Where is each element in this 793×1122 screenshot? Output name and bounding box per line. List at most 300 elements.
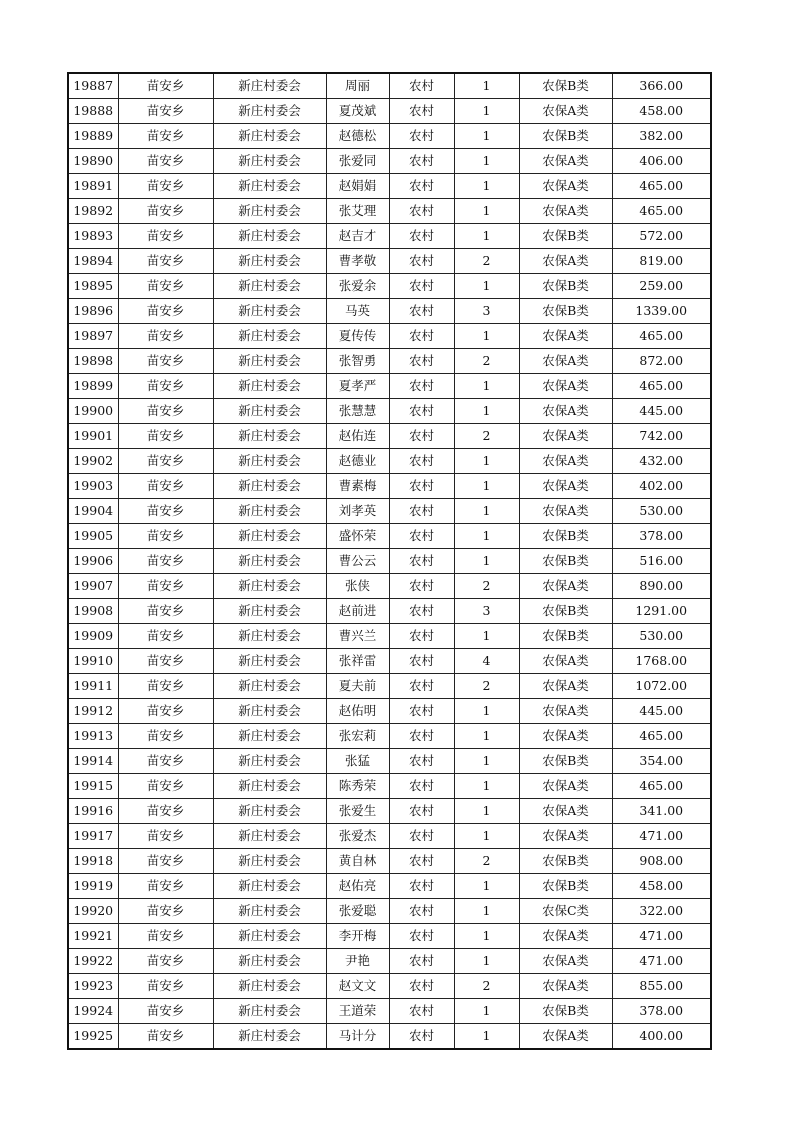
amount-cell: 354.00 <box>612 749 711 774</box>
name-cell: 李开梅 <box>326 924 389 949</box>
name-cell: 赵前进 <box>326 599 389 624</box>
township-cell: 苗安乡 <box>118 124 213 149</box>
township-cell: 苗安乡 <box>118 274 213 299</box>
row-number-cell: 19888 <box>68 99 118 124</box>
village-committee-cell: 新庄村委会 <box>213 699 326 724</box>
household-count-cell: 2 <box>454 849 519 874</box>
amount-cell: 890.00 <box>612 574 711 599</box>
household-count-cell: 1 <box>454 824 519 849</box>
area-type-cell: 农村 <box>389 424 454 449</box>
amount-cell: 382.00 <box>612 124 711 149</box>
table-row <box>68 499 711 524</box>
township-cell: 苗安乡 <box>118 349 213 374</box>
table-row <box>68 999 711 1024</box>
table-row <box>68 299 711 324</box>
township-cell: 苗安乡 <box>118 399 213 424</box>
name-cell: 夏传传 <box>326 324 389 349</box>
insurance-category-cell: 农保A类 <box>519 324 612 349</box>
amount-cell: 1291.00 <box>612 599 711 624</box>
table-row <box>68 624 711 649</box>
row-number-cell: 19902 <box>68 449 118 474</box>
village-committee-cell: 新庄村委会 <box>213 974 326 999</box>
village-committee-cell: 新庄村委会 <box>213 824 326 849</box>
name-cell: 张爱聪 <box>326 899 389 924</box>
amount-cell: 872.00 <box>612 349 711 374</box>
row-number-cell: 19915 <box>68 774 118 799</box>
amount-cell: 322.00 <box>612 899 711 924</box>
household-count-cell: 2 <box>454 674 519 699</box>
name-cell: 张爱余 <box>326 274 389 299</box>
amount-cell: 471.00 <box>612 924 711 949</box>
row-number-cell: 19921 <box>68 924 118 949</box>
amount-cell: 445.00 <box>612 399 711 424</box>
row-number-cell: 19907 <box>68 574 118 599</box>
amount-cell: 742.00 <box>612 424 711 449</box>
household-count-cell: 1 <box>454 274 519 299</box>
name-cell: 黄自林 <box>326 849 389 874</box>
name-cell: 张智勇 <box>326 349 389 374</box>
name-cell: 张猛 <box>326 749 389 774</box>
village-committee-cell: 新庄村委会 <box>213 149 326 174</box>
table-row <box>68 73 711 99</box>
row-number-cell: 19903 <box>68 474 118 499</box>
area-type-cell: 农村 <box>389 199 454 224</box>
row-number-cell: 19916 <box>68 799 118 824</box>
row-number-cell: 19887 <box>68 73 118 99</box>
township-cell: 苗安乡 <box>118 299 213 324</box>
township-cell: 苗安乡 <box>118 474 213 499</box>
area-type-cell: 农村 <box>389 974 454 999</box>
area-type-cell: 农村 <box>389 699 454 724</box>
village-committee-cell: 新庄村委会 <box>213 674 326 699</box>
insurance-category-cell: 农保B类 <box>519 599 612 624</box>
household-count-cell: 1 <box>454 524 519 549</box>
area-type-cell: 农村 <box>389 624 454 649</box>
table-row <box>68 924 711 949</box>
row-number-cell: 19912 <box>68 699 118 724</box>
village-committee-cell: 新庄村委会 <box>213 224 326 249</box>
row-number-cell: 19899 <box>68 374 118 399</box>
row-number-cell: 19889 <box>68 124 118 149</box>
village-committee-cell: 新庄村委会 <box>213 199 326 224</box>
row-number-cell: 19925 <box>68 1024 118 1050</box>
table-row <box>68 399 711 424</box>
table-row <box>68 99 711 124</box>
area-type-cell: 农村 <box>389 724 454 749</box>
township-cell: 苗安乡 <box>118 649 213 674</box>
amount-cell: 445.00 <box>612 699 711 724</box>
area-type-cell: 农村 <box>389 274 454 299</box>
table-row <box>68 974 711 999</box>
township-cell: 苗安乡 <box>118 724 213 749</box>
row-number-cell: 19897 <box>68 324 118 349</box>
insurance-category-cell: 农保B类 <box>519 624 612 649</box>
township-cell: 苗安乡 <box>118 949 213 974</box>
row-number-cell: 19900 <box>68 399 118 424</box>
amount-cell: 406.00 <box>612 149 711 174</box>
insurance-category-cell: 农保A类 <box>519 949 612 974</box>
table-row <box>68 449 711 474</box>
row-number-cell: 19919 <box>68 874 118 899</box>
row-number-cell: 19917 <box>68 824 118 849</box>
insurance-category-cell: 农保A类 <box>519 399 612 424</box>
insurance-category-cell: 农保A类 <box>519 149 612 174</box>
area-type-cell: 农村 <box>389 999 454 1024</box>
township-cell: 苗安乡 <box>118 524 213 549</box>
table-row <box>68 424 711 449</box>
township-cell: 苗安乡 <box>118 974 213 999</box>
amount-cell: 465.00 <box>612 199 711 224</box>
insurance-category-cell: 农保A类 <box>519 649 612 674</box>
name-cell: 刘孝英 <box>326 499 389 524</box>
name-cell: 张祥雷 <box>326 649 389 674</box>
row-number-cell: 19894 <box>68 249 118 274</box>
row-number-cell: 19891 <box>68 174 118 199</box>
household-count-cell: 1 <box>454 324 519 349</box>
row-number-cell: 19911 <box>68 674 118 699</box>
table-row <box>68 324 711 349</box>
row-number-cell: 19906 <box>68 549 118 574</box>
household-count-cell: 1 <box>454 899 519 924</box>
area-type-cell: 农村 <box>389 924 454 949</box>
township-cell: 苗安乡 <box>118 499 213 524</box>
table-row <box>68 849 711 874</box>
household-count-cell: 1 <box>454 799 519 824</box>
area-type-cell: 农村 <box>389 324 454 349</box>
household-count-cell: 1 <box>454 749 519 774</box>
household-count-cell: 1 <box>454 549 519 574</box>
township-cell: 苗安乡 <box>118 749 213 774</box>
table-row <box>68 674 711 699</box>
insurance-category-cell: 农保A类 <box>519 249 612 274</box>
records-table <box>67 72 712 1050</box>
name-cell: 曹兴兰 <box>326 624 389 649</box>
household-count-cell: 1 <box>454 999 519 1024</box>
row-number-cell: 19898 <box>68 349 118 374</box>
table-row <box>68 174 711 199</box>
village-committee-cell: 新庄村委会 <box>213 73 326 99</box>
name-cell: 王道荣 <box>326 999 389 1024</box>
amount-cell: 378.00 <box>612 524 711 549</box>
row-number-cell: 19923 <box>68 974 118 999</box>
table-row <box>68 199 711 224</box>
household-count-cell: 1 <box>454 399 519 424</box>
area-type-cell: 农村 <box>389 174 454 199</box>
township-cell: 苗安乡 <box>118 249 213 274</box>
village-committee-cell: 新庄村委会 <box>213 124 326 149</box>
village-committee-cell: 新庄村委会 <box>213 174 326 199</box>
amount-cell: 402.00 <box>612 474 711 499</box>
name-cell: 赵佑连 <box>326 424 389 449</box>
name-cell: 曹素梅 <box>326 474 389 499</box>
insurance-category-cell: 农保A类 <box>519 199 612 224</box>
area-type-cell: 农村 <box>389 474 454 499</box>
insurance-category-cell: 农保A类 <box>519 374 612 399</box>
amount-cell: 465.00 <box>612 174 711 199</box>
row-number-cell: 19918 <box>68 849 118 874</box>
area-type-cell: 农村 <box>389 399 454 424</box>
table-row <box>68 799 711 824</box>
row-number-cell: 19909 <box>68 624 118 649</box>
village-committee-cell: 新庄村委会 <box>213 349 326 374</box>
village-committee-cell: 新庄村委会 <box>213 99 326 124</box>
township-cell: 苗安乡 <box>118 849 213 874</box>
village-committee-cell: 新庄村委会 <box>213 999 326 1024</box>
row-number-cell: 19922 <box>68 949 118 974</box>
township-cell: 苗安乡 <box>118 799 213 824</box>
name-cell: 张侠 <box>326 574 389 599</box>
household-count-cell: 2 <box>454 349 519 374</box>
insurance-category-cell: 农保C类 <box>519 899 612 924</box>
insurance-category-cell: 农保A类 <box>519 174 612 199</box>
township-cell: 苗安乡 <box>118 624 213 649</box>
name-cell: 张宏莉 <box>326 724 389 749</box>
table-row <box>68 699 711 724</box>
household-count-cell: 1 <box>454 699 519 724</box>
insurance-category-cell: 农保A类 <box>519 974 612 999</box>
table-row <box>68 124 711 149</box>
amount-cell: 465.00 <box>612 374 711 399</box>
township-cell: 苗安乡 <box>118 599 213 624</box>
amount-cell: 465.00 <box>612 324 711 349</box>
amount-cell: 366.00 <box>612 73 711 99</box>
table-row <box>68 349 711 374</box>
name-cell: 曹公云 <box>326 549 389 574</box>
amount-cell: 572.00 <box>612 224 711 249</box>
household-count-cell: 1 <box>454 224 519 249</box>
township-cell: 苗安乡 <box>118 224 213 249</box>
table-row <box>68 374 711 399</box>
township-cell: 苗安乡 <box>118 874 213 899</box>
row-number-cell: 19892 <box>68 199 118 224</box>
township-cell: 苗安乡 <box>118 424 213 449</box>
table-row <box>68 149 711 174</box>
household-count-cell: 1 <box>454 949 519 974</box>
area-type-cell: 农村 <box>389 599 454 624</box>
table-row <box>68 474 711 499</box>
insurance-category-cell: 农保B类 <box>519 524 612 549</box>
township-cell: 苗安乡 <box>118 924 213 949</box>
area-type-cell: 农村 <box>389 574 454 599</box>
township-cell: 苗安乡 <box>118 324 213 349</box>
row-number-cell: 19895 <box>68 274 118 299</box>
name-cell: 赵文文 <box>326 974 389 999</box>
township-cell: 苗安乡 <box>118 999 213 1024</box>
village-committee-cell: 新庄村委会 <box>213 749 326 774</box>
insurance-category-cell: 农保A类 <box>519 699 612 724</box>
village-committee-cell: 新庄村委会 <box>213 549 326 574</box>
name-cell: 曹孝敬 <box>326 249 389 274</box>
household-count-cell: 2 <box>454 424 519 449</box>
insurance-category-cell: 农保B类 <box>519 849 612 874</box>
township-cell: 苗安乡 <box>118 449 213 474</box>
village-committee-cell: 新庄村委会 <box>213 449 326 474</box>
area-type-cell: 农村 <box>389 674 454 699</box>
household-count-cell: 3 <box>454 299 519 324</box>
name-cell: 赵佑明 <box>326 699 389 724</box>
township-cell: 苗安乡 <box>118 1024 213 1050</box>
insurance-category-cell: 农保B类 <box>519 549 612 574</box>
amount-cell: 378.00 <box>612 999 711 1024</box>
village-committee-cell: 新庄村委会 <box>213 374 326 399</box>
insurance-category-cell: 农保A类 <box>519 574 612 599</box>
household-count-cell: 2 <box>454 974 519 999</box>
household-count-cell: 1 <box>454 774 519 799</box>
household-count-cell: 1 <box>454 149 519 174</box>
amount-cell: 1072.00 <box>612 674 711 699</box>
table-row <box>68 549 711 574</box>
row-number-cell: 19914 <box>68 749 118 774</box>
name-cell: 赵娟娟 <box>326 174 389 199</box>
amount-cell: 530.00 <box>612 499 711 524</box>
insurance-category-cell: 农保A类 <box>519 349 612 374</box>
amount-cell: 855.00 <box>612 974 711 999</box>
household-count-cell: 1 <box>454 449 519 474</box>
insurance-category-cell: 农保A类 <box>519 449 612 474</box>
row-number-cell: 19920 <box>68 899 118 924</box>
insurance-category-cell: 农保A类 <box>519 774 612 799</box>
area-type-cell: 农村 <box>389 774 454 799</box>
household-count-cell: 1 <box>454 474 519 499</box>
name-cell: 张艾理 <box>326 199 389 224</box>
area-type-cell: 农村 <box>389 499 454 524</box>
table-body <box>68 73 711 1049</box>
village-committee-cell: 新庄村委会 <box>213 899 326 924</box>
village-committee-cell: 新庄村委会 <box>213 874 326 899</box>
household-count-cell: 1 <box>454 73 519 99</box>
insurance-category-cell: 农保A类 <box>519 824 612 849</box>
township-cell: 苗安乡 <box>118 574 213 599</box>
table-row <box>68 249 711 274</box>
amount-cell: 341.00 <box>612 799 711 824</box>
household-count-cell: 1 <box>454 499 519 524</box>
name-cell: 马计分 <box>326 1024 389 1050</box>
township-cell: 苗安乡 <box>118 73 213 99</box>
row-number-cell: 19890 <box>68 149 118 174</box>
township-cell: 苗安乡 <box>118 149 213 174</box>
village-committee-cell: 新庄村委会 <box>213 574 326 599</box>
insurance-category-cell: 农保A类 <box>519 924 612 949</box>
village-committee-cell: 新庄村委会 <box>213 1024 326 1050</box>
insurance-category-cell: 农保B类 <box>519 299 612 324</box>
township-cell: 苗安乡 <box>118 774 213 799</box>
row-number-cell: 19924 <box>68 999 118 1024</box>
village-committee-cell: 新庄村委会 <box>213 299 326 324</box>
village-committee-cell: 新庄村委会 <box>213 774 326 799</box>
insurance-category-cell: 农保B类 <box>519 874 612 899</box>
name-cell: 张爱杰 <box>326 824 389 849</box>
row-number-cell: 19905 <box>68 524 118 549</box>
name-cell: 赵德松 <box>326 124 389 149</box>
row-number-cell: 19913 <box>68 724 118 749</box>
table-row <box>68 774 711 799</box>
amount-cell: 465.00 <box>612 724 711 749</box>
village-committee-cell: 新庄村委会 <box>213 599 326 624</box>
insurance-category-cell: 农保B类 <box>519 999 612 1024</box>
table-row <box>68 274 711 299</box>
village-committee-cell: 新庄村委会 <box>213 499 326 524</box>
township-cell: 苗安乡 <box>118 199 213 224</box>
village-committee-cell: 新庄村委会 <box>213 324 326 349</box>
name-cell: 赵佑亮 <box>326 874 389 899</box>
area-type-cell: 农村 <box>389 349 454 374</box>
amount-cell: 400.00 <box>612 1024 711 1050</box>
row-number-cell: 19908 <box>68 599 118 624</box>
row-number-cell: 19893 <box>68 224 118 249</box>
insurance-category-cell: 农保A类 <box>519 1024 612 1050</box>
name-cell: 陈秀荣 <box>326 774 389 799</box>
area-type-cell: 农村 <box>389 799 454 824</box>
household-count-cell: 2 <box>454 249 519 274</box>
amount-cell: 908.00 <box>612 849 711 874</box>
area-type-cell: 农村 <box>389 149 454 174</box>
area-type-cell: 农村 <box>389 749 454 774</box>
township-cell: 苗安乡 <box>118 824 213 849</box>
household-count-cell: 1 <box>454 174 519 199</box>
area-type-cell: 农村 <box>389 649 454 674</box>
name-cell: 张爱同 <box>326 149 389 174</box>
table-row <box>68 649 711 674</box>
table-row <box>68 599 711 624</box>
amount-cell: 432.00 <box>612 449 711 474</box>
amount-cell: 1768.00 <box>612 649 711 674</box>
area-type-cell: 农村 <box>389 73 454 99</box>
township-cell: 苗安乡 <box>118 899 213 924</box>
area-type-cell: 农村 <box>389 249 454 274</box>
village-committee-cell: 新庄村委会 <box>213 924 326 949</box>
area-type-cell: 农村 <box>389 124 454 149</box>
township-cell: 苗安乡 <box>118 99 213 124</box>
township-cell: 苗安乡 <box>118 674 213 699</box>
name-cell: 夏夫前 <box>326 674 389 699</box>
area-type-cell: 农村 <box>389 524 454 549</box>
village-committee-cell: 新庄村委会 <box>213 474 326 499</box>
township-cell: 苗安乡 <box>118 699 213 724</box>
insurance-category-cell: 农保B类 <box>519 73 612 99</box>
household-count-cell: 1 <box>454 374 519 399</box>
insurance-category-cell: 农保B类 <box>519 224 612 249</box>
table-row <box>68 724 711 749</box>
insurance-category-cell: 农保B类 <box>519 124 612 149</box>
amount-cell: 471.00 <box>612 949 711 974</box>
village-committee-cell: 新庄村委会 <box>213 274 326 299</box>
household-count-cell: 1 <box>454 924 519 949</box>
name-cell: 赵德业 <box>326 449 389 474</box>
township-cell: 苗安乡 <box>118 549 213 574</box>
name-cell: 周丽 <box>326 73 389 99</box>
row-number-cell: 19901 <box>68 424 118 449</box>
table-row <box>68 524 711 549</box>
household-count-cell: 3 <box>454 599 519 624</box>
village-committee-cell: 新庄村委会 <box>213 399 326 424</box>
amount-cell: 458.00 <box>612 99 711 124</box>
village-committee-cell: 新庄村委会 <box>213 949 326 974</box>
household-count-cell: 1 <box>454 724 519 749</box>
amount-cell: 1339.00 <box>612 299 711 324</box>
insurance-category-cell: 农保A类 <box>519 474 612 499</box>
table-row <box>68 899 711 924</box>
area-type-cell: 农村 <box>389 949 454 974</box>
amount-cell: 465.00 <box>612 774 711 799</box>
area-type-cell: 农村 <box>389 1024 454 1050</box>
household-count-cell: 2 <box>454 574 519 599</box>
area-type-cell: 农村 <box>389 849 454 874</box>
amount-cell: 471.00 <box>612 824 711 849</box>
insurance-category-cell: 农保A类 <box>519 99 612 124</box>
name-cell: 马英 <box>326 299 389 324</box>
village-committee-cell: 新庄村委会 <box>213 849 326 874</box>
name-cell: 盛怀荣 <box>326 524 389 549</box>
